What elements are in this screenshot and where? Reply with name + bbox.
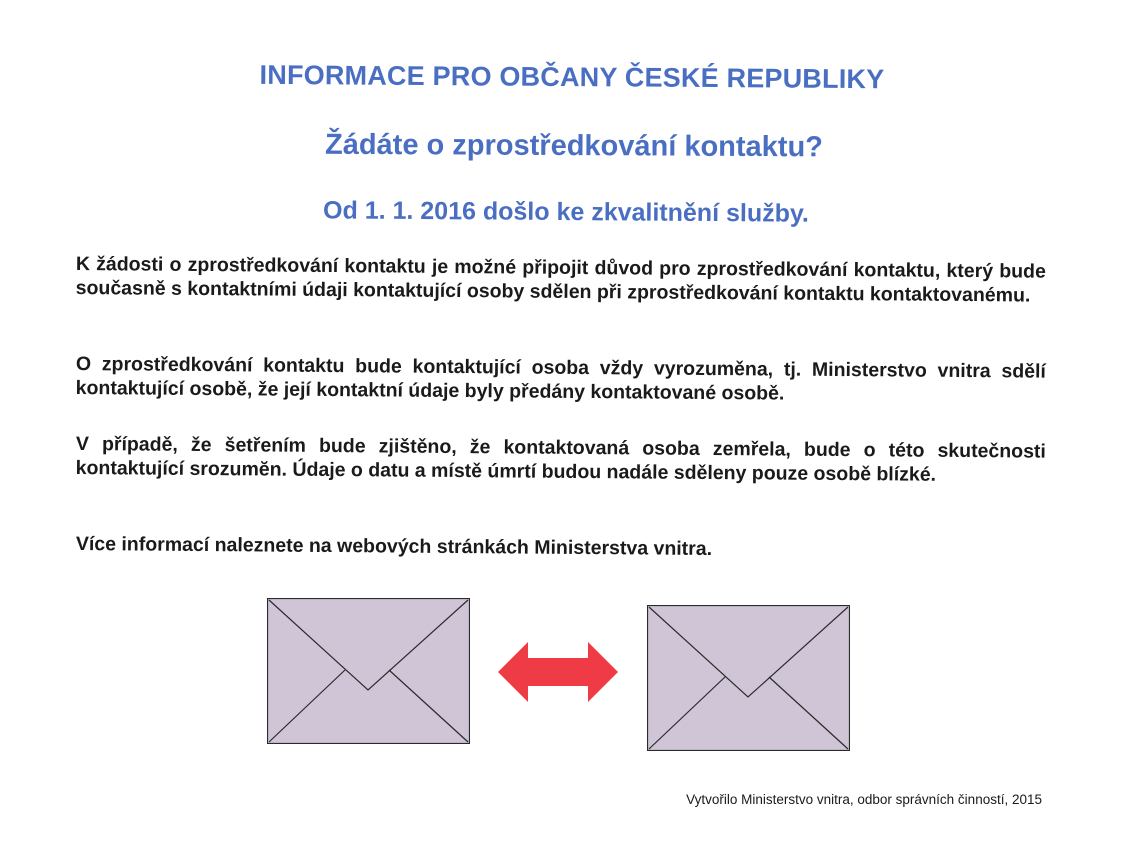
paragraph-reason: K žádosti o zprostředkování kontaktu je možné připojit důvod pro zprostředkování kontaktu, který bude současně s kontaktními údaji kontaktující osoby sdělen při zprostředkování kontaktu kontaktovanému. <box>75 252 1046 307</box>
page-title: INFORMACE PRO OBČANY ČESKÉ REPUBLIKY <box>259 59 885 95</box>
paragraph-more-info: Více informací naleznete na webových stránkách Ministerstva vnitra. <box>75 532 713 560</box>
subtitle-heading: Od 1. 1. 2016 došlo ke zkvalitnění služby. <box>322 196 810 228</box>
paragraph-deceased: V případě, že šetřením bude zjištěno, že kontaktovaná osoba zemřela, bude o této skutečnosti kontaktující srozumĕn. Údaje o datu a místě úmrtí budou nadále sděleny pouze osobě blízké. <box>75 432 1046 486</box>
paragraph-notification: O zprostředkování kontaktu bude kontaktující osoba vždy vyrozuměna, tj. Ministerstvo vnitra sdělí kontaktující osobě, že její kontaktní údaje byly předány kontaktované osobě. <box>75 352 1046 405</box>
double-arrow-icon <box>498 642 618 702</box>
envelope-icon <box>647 605 850 751</box>
question-heading: Žádáte o zprostředkování kontaktu? <box>324 128 824 164</box>
footer-credit: Vytvořilo Ministerstvo vnitra, odbor správních činností, 2015 <box>686 792 1042 807</box>
envelope-icon <box>267 598 470 744</box>
